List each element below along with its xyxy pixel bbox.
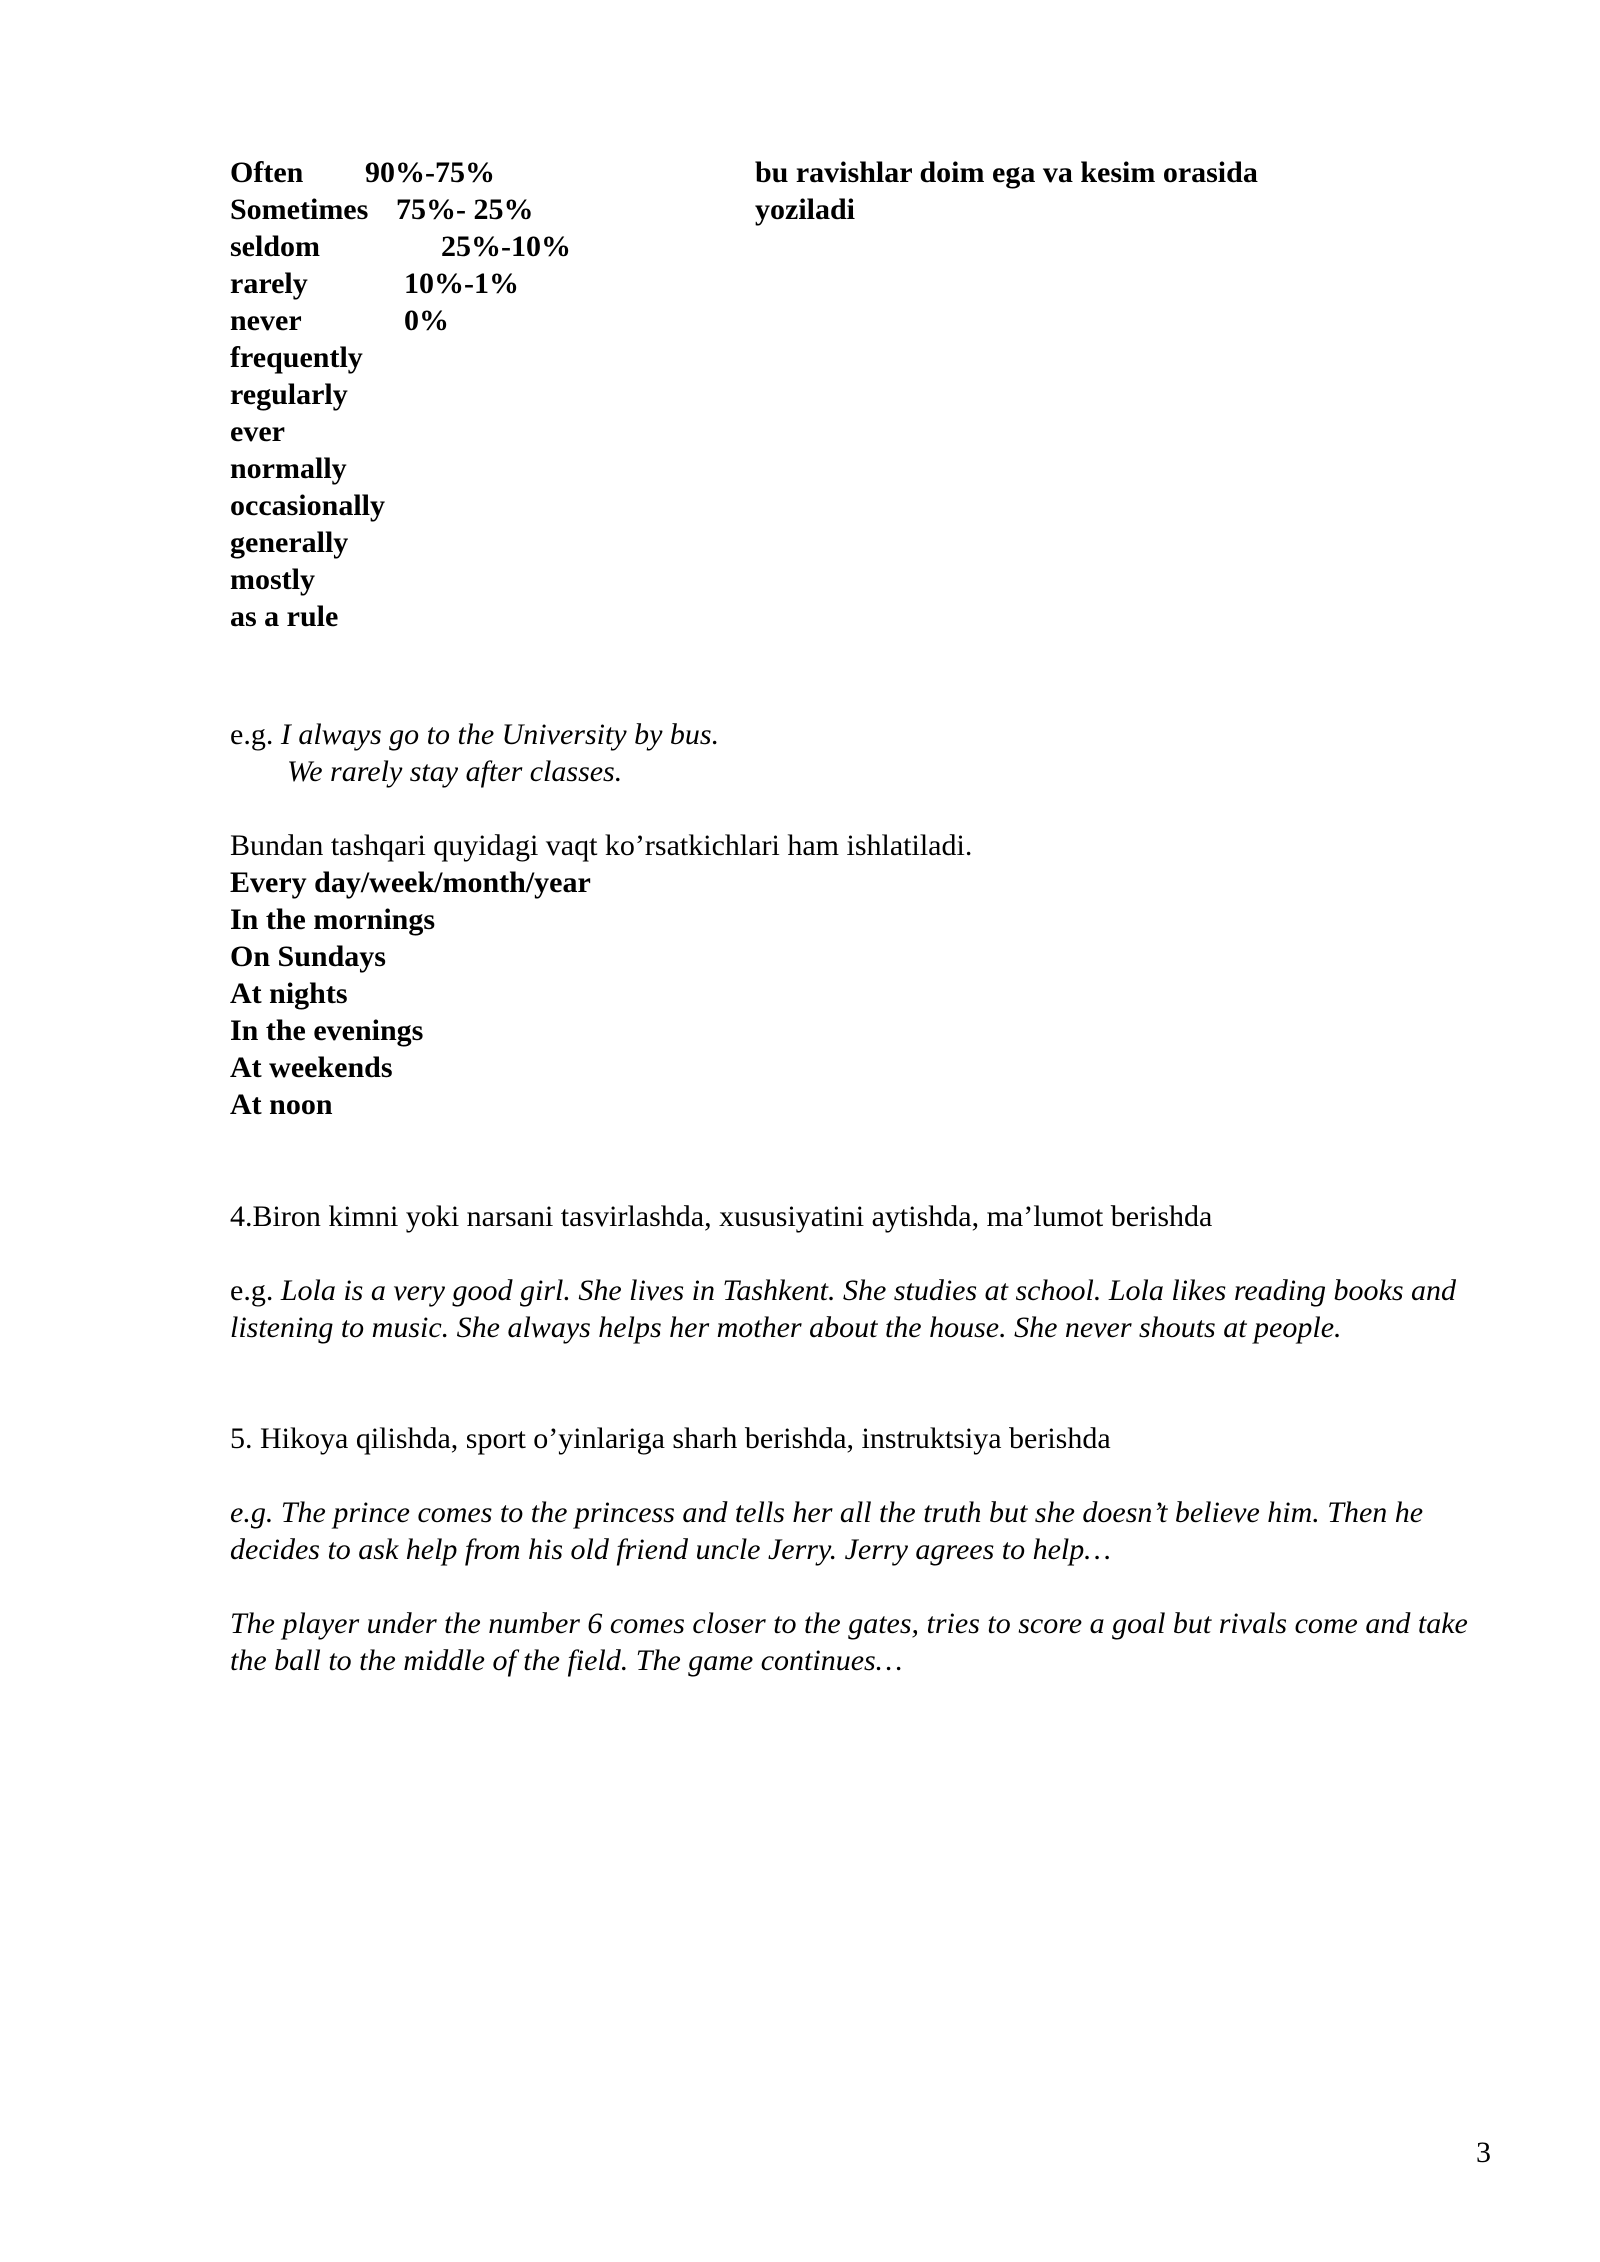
adverb-percent: 25%-10%	[441, 230, 571, 263]
adverb-word: Often	[230, 156, 304, 189]
adverb-percent: 0%	[404, 304, 449, 337]
time-expression: On Sundays	[230, 940, 386, 973]
adverb-row	[230, 339, 363, 376]
adverb-word: as a rule	[230, 600, 339, 633]
adverb-row	[230, 450, 347, 487]
adverb-percent: 90%-75%	[365, 156, 495, 189]
adverb-word: generally	[230, 526, 349, 559]
adverb-word: mostly	[230, 563, 315, 596]
example-1-line1	[230, 716, 719, 753]
adverb-word: ever	[230, 415, 285, 448]
adverb-row	[230, 487, 385, 524]
adverb-word: regularly	[230, 378, 348, 411]
section-5-heading: 5. Hikoya qilishda, sport o’yinlariga sharh berishda, instruktsiya berishda	[230, 1422, 1111, 1455]
time-expression: At noon	[230, 1088, 333, 1121]
example-1-line2: We rarely stay after classes.	[287, 755, 623, 788]
adverb-row	[230, 413, 285, 450]
example-sentence: I always go to the University by bus.	[280, 718, 720, 751]
section-5-example-2: The player under the number 6 comes closer to the gates, tries to score a goal but rivals come and take the ball to the middle of the field. The game continues…	[230, 1607, 1468, 1677]
adverb-word: occasionally	[230, 489, 385, 522]
example-prefix: e.g.	[230, 718, 274, 751]
section-5-example-1: e.g. The prince comes to the princess and tells her all the truth but she doesn’t believe him. Then he decides to ask help from his old friend uncle Jerry. Jerry agrees to help…	[230, 1496, 1424, 1566]
adverb-row	[230, 191, 534, 228]
section-4-example	[230, 1272, 1500, 1346]
example-text: Lola is a very good girl. She lives in Tashkent. She studies at school. Lola likes reading books and listening to music. She always helps her mother about the house. She never shouts at people.	[230, 1274, 1457, 1344]
adverb-row	[230, 376, 348, 413]
time-expression: At weekends	[230, 1051, 393, 1084]
adverb-row	[230, 598, 338, 635]
adverb-row	[230, 524, 348, 561]
section-4-heading: 4.Biron kimni yoki narsani tasvirlashda, xususiyatini aytishda, ma’lumot berishda	[230, 1200, 1213, 1233]
adverb-row	[230, 561, 315, 598]
side-note-line1: bu ravishlar doim ega va kesim orasida	[755, 156, 1258, 189]
adverb-row	[230, 228, 571, 265]
time-expression: Every day/week/month/year	[230, 866, 591, 899]
time-intro: Bundan tashqari quyidagi vaqt ko’rsatkichlari ham ishlatiladi.	[230, 829, 973, 862]
adverb-word: never	[230, 304, 302, 337]
time-expression: In the evenings	[230, 1014, 424, 1047]
example-prefix: e.g.	[230, 1274, 274, 1307]
adverb-percent: 75%- 25%	[396, 193, 534, 226]
adverb-word: rarely	[230, 267, 308, 300]
adverb-percent: 10%-1%	[404, 267, 519, 300]
time-expression: In the mornings	[230, 903, 436, 936]
page-number: 3	[1476, 2136, 1491, 2169]
adverb-word: frequently	[230, 341, 363, 374]
adverb-word: Sometimes	[230, 193, 369, 226]
adverb-word: normally	[230, 452, 347, 485]
time-expression: At nights	[230, 977, 348, 1010]
side-note-line2: yoziladi	[755, 193, 856, 226]
adverb-row	[230, 302, 449, 339]
adverb-word: seldom	[230, 230, 320, 263]
adverb-row	[230, 265, 519, 302]
adverb-row	[230, 154, 495, 191]
